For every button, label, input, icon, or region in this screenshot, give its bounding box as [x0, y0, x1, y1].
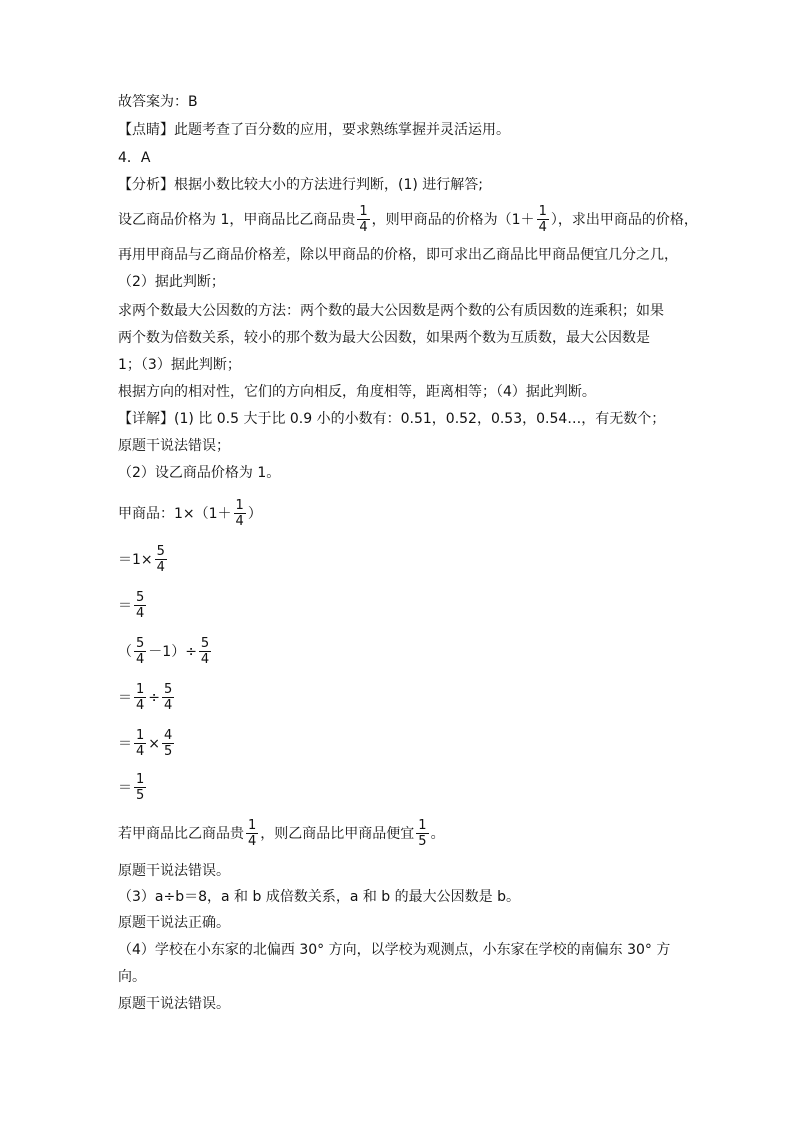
- denominator: 4: [248, 834, 257, 849]
- denominator: 5: [164, 744, 173, 759]
- analysis-line-7: 1；（3）据此判断；: [118, 357, 241, 373]
- numerator: 5: [200, 636, 210, 651]
- denominator: 4: [538, 220, 547, 235]
- text-segment: ×: [148, 735, 161, 752]
- analysis-line-5: 求两个数最大公因数的方法：两个数的最大公因数是两个数的公有质因数的连乘积；如果: [118, 303, 664, 319]
- text-segment: ＝1×: [118, 551, 153, 568]
- text-segment: ，则乙商品比甲商品便宜: [260, 825, 415, 842]
- comment-line: 【点睛】此题考查了百分数的应用，要求熟练掌握并灵活运用。: [118, 122, 510, 138]
- text-segment: 若甲商品比乙商品贵: [118, 825, 244, 842]
- numerator: 1: [418, 818, 427, 833]
- detail-line-2: 原题干说法错误；: [118, 438, 230, 454]
- calc-line-2: [118, 544, 169, 575]
- fraction: [246, 818, 258, 849]
- calc-line-5: [118, 682, 176, 713]
- numerator: 1: [136, 772, 145, 787]
- detail-line-6: 原题干说法正确。: [118, 915, 230, 931]
- text-segment: （: [118, 643, 132, 660]
- text-segment: －1）÷: [148, 643, 197, 660]
- fraction: [357, 204, 369, 235]
- fraction: [134, 772, 146, 803]
- numerator: 1: [538, 204, 547, 219]
- text-segment: ＝: [118, 597, 132, 614]
- denominator: 4: [200, 652, 210, 667]
- calc-line-6: [118, 728, 176, 759]
- text-segment: ÷: [148, 689, 161, 706]
- analysis-line-8: 根据方向的相对性，它们的方向相反，角度相等，距离相等；（4）据此判断。: [118, 384, 596, 400]
- detail-line-9: 原题干说法错误。: [118, 996, 230, 1012]
- detail-line-4: 原题干说法错误。: [118, 863, 230, 879]
- calc-line-7: [118, 772, 148, 803]
- fraction: [234, 498, 246, 529]
- numerator: 1: [136, 728, 145, 743]
- numerator: 1: [235, 498, 244, 513]
- analysis-line-4: （2）据此判断；: [118, 274, 225, 290]
- fraction: [162, 682, 174, 713]
- text-segment: 甲商品：1×（1＋: [118, 505, 232, 522]
- denominator: 4: [136, 606, 145, 621]
- fraction: [134, 682, 146, 713]
- text-segment: ）: [247, 505, 262, 522]
- numerator: 1: [248, 818, 257, 833]
- text-segment: 。: [430, 825, 445, 842]
- fraction: [537, 204, 549, 235]
- numerator: 5: [136, 636, 145, 651]
- analysis-line-6: 两个数为倍数关系，较小的那个数为最大公因数，如果两个数为互质数，最大公因数是: [118, 330, 650, 346]
- text-segment: ＝: [118, 779, 132, 796]
- analysis-line-1: 【分析】根据小数比较大小的方法进行判断，(1) 进行解答;: [118, 177, 483, 193]
- detail-line-7: （4）学校在小东家的北偏西 30° 方向，以学校为观测点，小东家在学校的南偏东 30° 方: [118, 942, 671, 958]
- detail-line-5: （3）a÷b＝8，a 和 b 成倍数关系，a 和 b 的最大公因数是 b。: [118, 889, 520, 905]
- fraction: [416, 818, 428, 849]
- calc-line-3: [118, 590, 148, 621]
- text-segment: ＝: [118, 735, 132, 752]
- denominator: 4: [235, 514, 244, 529]
- denominator: 4: [136, 698, 145, 713]
- numerator: 4: [164, 728, 173, 743]
- analysis-line-2: [118, 204, 698, 235]
- numerator: 1: [359, 204, 368, 219]
- denominator: 4: [136, 744, 145, 759]
- calc-line-1: [118, 498, 262, 529]
- numerator: 5: [164, 682, 173, 697]
- denominator: 5: [418, 834, 427, 849]
- denominator: 4: [359, 220, 368, 235]
- denominator: 5: [136, 788, 145, 803]
- fraction: [162, 728, 174, 759]
- text-segment: 设乙商品价格为 1，甲商品比乙商品贵: [118, 211, 356, 228]
- question-number: 4．A: [118, 150, 151, 166]
- calc-line-4: [118, 636, 213, 667]
- numerator: 1: [136, 682, 145, 697]
- fraction: [155, 544, 167, 575]
- conclusion-line: [118, 818, 445, 849]
- text-segment: ，则甲商品的价格为（1＋: [371, 211, 535, 228]
- text-segment: ＝: [118, 689, 132, 706]
- text-segment: ），求出甲商品的价格，: [550, 211, 698, 228]
- denominator: 4: [164, 698, 173, 713]
- detail-line-8: 向。: [118, 969, 146, 985]
- fraction: [134, 590, 146, 621]
- fraction: [199, 636, 211, 667]
- numerator: 5: [136, 590, 145, 605]
- fraction: [134, 728, 146, 759]
- analysis-line-3: 再用甲商品与乙商品价格差，除以甲商品的价格，即可求出乙商品比甲商品便宜几分之几，: [118, 247, 678, 263]
- denominator: 4: [156, 560, 165, 575]
- fraction: [134, 636, 146, 667]
- denominator: 4: [136, 652, 145, 667]
- numerator: 5: [156, 544, 165, 559]
- answer-line: 故答案为：B: [118, 94, 198, 110]
- detail-line-1: 【详解】(1) 比 0.5 大于比 0.9 小的小数有：0.51，0.52，0.53，0.54…，有无数个；: [118, 411, 666, 427]
- detail-line-3: （2）设乙商品价格为 1。: [118, 465, 281, 481]
